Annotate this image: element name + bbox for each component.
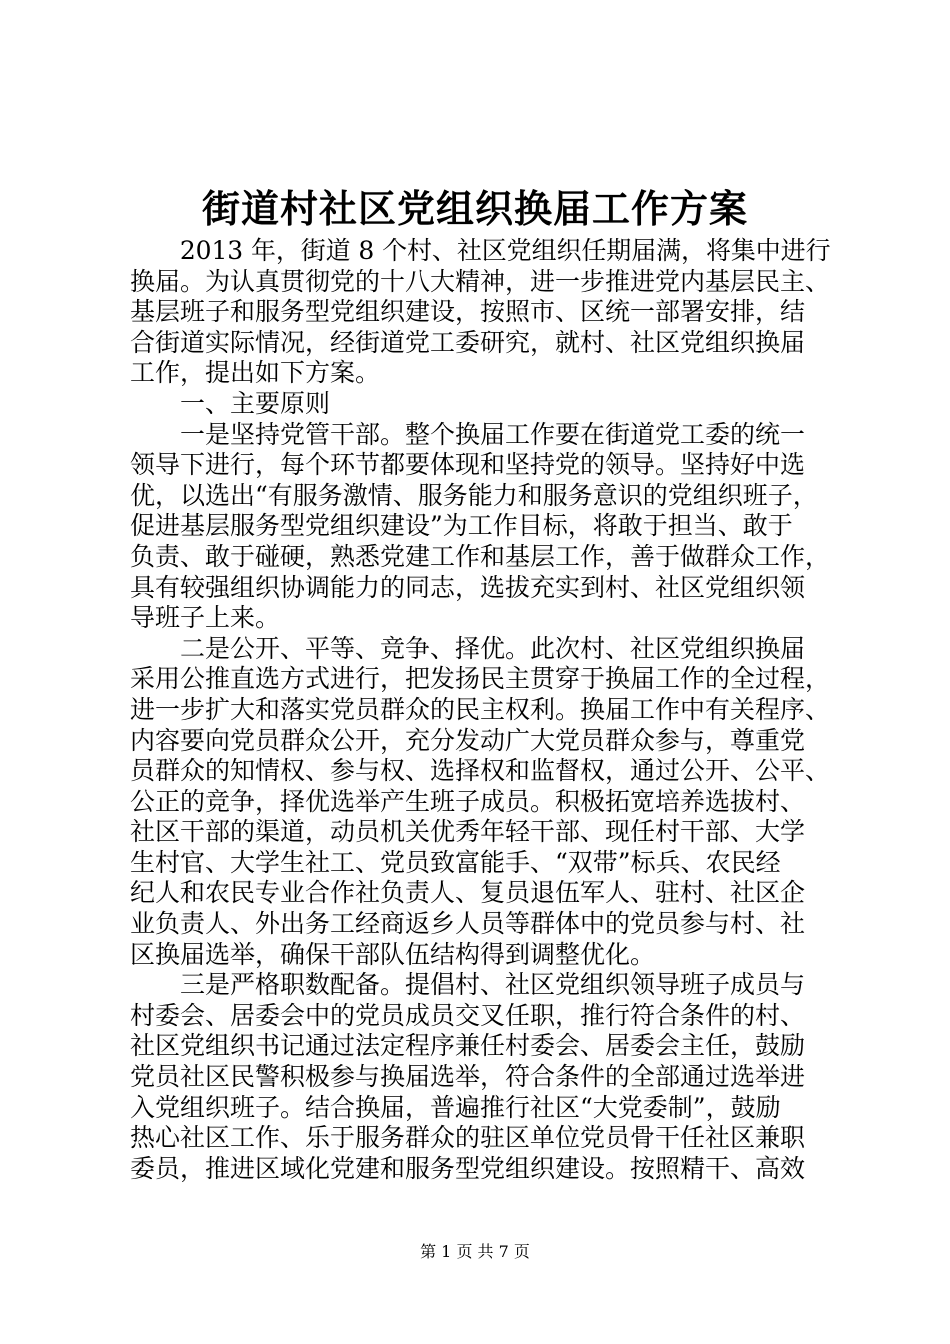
text-line: 换届。为认真贯彻党的十八大精神，进一步推进党内基层民主、 <box>130 266 831 296</box>
document-body <box>130 236 830 1184</box>
text-line: 优，以选出“有服务激情、服务能力和服务意识的党组织班子， <box>130 480 818 510</box>
text-line: 负责、敢于碰硬，熟悉党建工作和基层工作，善于做群众工作， <box>130 541 831 571</box>
text-line: 社区党组织书记通过法定程序兼任村委会、居委会主任，鼓励 <box>130 1031 806 1061</box>
text-line: 热心社区工作、乐于服务群众的驻区单位党员骨干任社区兼职 <box>130 1123 806 1153</box>
text-line: 工作，提出如下方案。 <box>130 358 381 388</box>
text-line: 社区干部的渠道，动员机关优秀年轻干部、现任村干部、大学 <box>130 817 806 847</box>
text-line: 入党组织班子。结合换届，普遍推行社区“大党委制”，鼓励 <box>130 1092 781 1122</box>
text-line: 内容要向党员群众公开，充分发动广大党员群众参与，尊重党 <box>130 725 806 755</box>
text-line: 业负责人、外出务工经商返乡人员等群体中的党员参与村、社 <box>130 909 806 939</box>
text-line: 公正的竞争，择优选举产生班子成员。积极拓宽培养选拔村、 <box>130 786 806 816</box>
text-line: 合街道实际情况，经街道党工委研究，就村、社区党组织换届 <box>130 327 806 357</box>
text-line: 进一步扩大和落实党员群众的民主权利。换届工作中有关程序、 <box>130 694 831 724</box>
text-line: 村委会、居委会中的党员成员交叉任职，推行符合条件的村、 <box>130 1000 806 1030</box>
text-line: 一、主要原则 <box>130 388 331 418</box>
text-line: 生村官、大学生社工、党员致富能手、“双带”标兵、农民经 <box>130 847 781 877</box>
text-line: 一是坚持党管干部。整个换届工作要在街道党工委的统一 <box>130 419 806 449</box>
page-footer: 第 1 页 共 7 页 <box>420 1242 530 1261</box>
text-line: 2013 年，街道 8 个村、社区党组织任期届满，将集中进行 <box>130 236 831 265</box>
document-title: 街道村社区党组织换届工作方案 <box>201 186 748 231</box>
text-line: 基层班子和服务型党组织建设，按照市、区统一部署安排，结 <box>130 297 806 327</box>
text-line: 党员社区民警积极参与换届选举，符合条件的全部通过选举进 <box>130 1062 806 1092</box>
text-line: 二是公开、平等、竞争、择优。此次村、社区党组织换届 <box>130 633 806 663</box>
text-line: 领导下进行，每个环节都要体现和坚持党的领导。坚持好中选 <box>130 450 806 480</box>
text-line: 采用公推直选方式进行，把发扬民主贯穿于换届工作的全过程， <box>130 664 831 694</box>
text-line: 具有较强组织协调能力的同志，选拔充实到村、社区党组织领 <box>130 572 806 602</box>
text-line: 区换届选举，确保干部队伍结构得到调整优化。 <box>130 939 656 969</box>
text-line: 纪人和农民专业合作社负责人、复员退伍军人、驻村、社区企 <box>130 878 806 908</box>
text-line: 促进基层服务型党组织建设”为工作目标，将敢于担当、敢于 <box>130 511 793 541</box>
text-line: 导班子上来。 <box>130 603 281 633</box>
text-line: 三是严格职数配备。提倡村、社区党组织领导班子成员与 <box>130 970 806 1000</box>
text-line: 员群众的知情权、参与权、选择权和监督权，通过公开、公平、 <box>130 756 831 786</box>
text-line: 委员，推进区域化党建和服务型党组织建设。按照精干、高效 <box>130 1153 806 1183</box>
